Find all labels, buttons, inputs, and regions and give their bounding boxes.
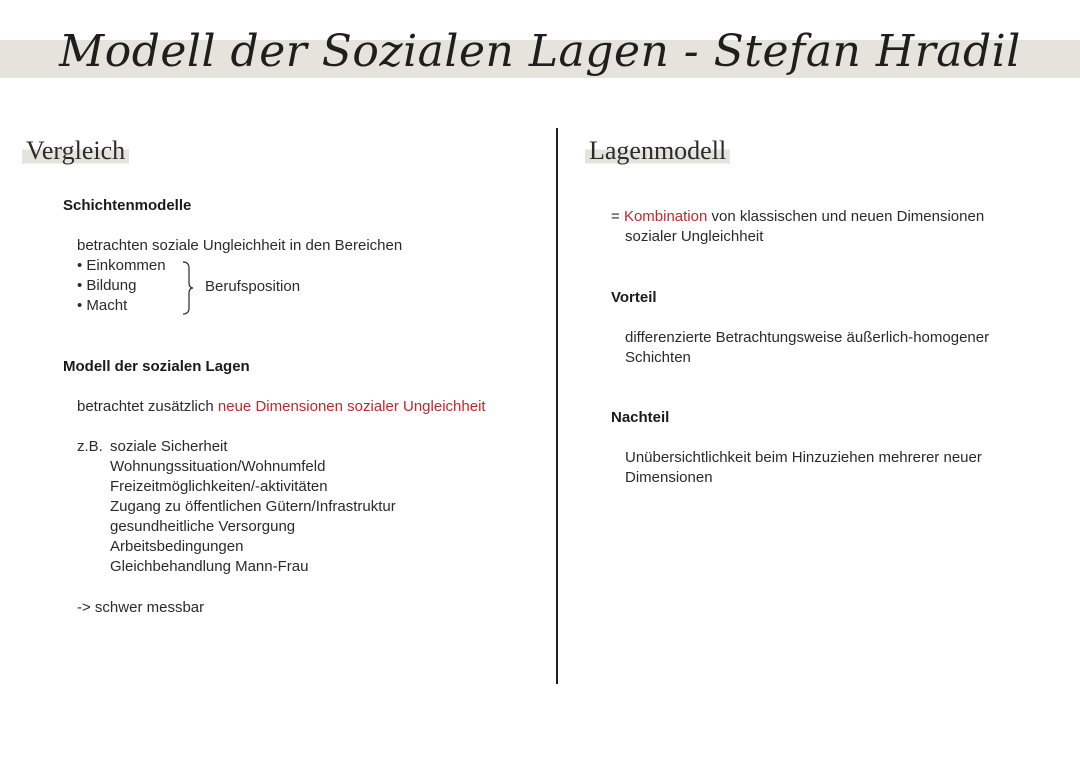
- example-item: Gleichbehandlung Mann-Frau: [110, 558, 309, 575]
- example-item: Freizeitmöglichkeiten/-aktivitäten: [110, 478, 328, 495]
- intro-highlight-text: neue Dimensionen sozialer Ungleichheit: [217, 398, 486, 415]
- example-item: soziale Sicherheit: [110, 438, 228, 455]
- definition-rest: von klassischen und neuen Dimensionen: [707, 208, 985, 225]
- schichtenmodelle-intro: betrachten soziale Ungleichheit in den Bereichen: [77, 237, 403, 254]
- definition-highlight: Kombination: [623, 208, 708, 225]
- modell-lagen-heading: Modell der sozialen Lagen: [63, 358, 250, 375]
- curly-brace-icon: [182, 261, 194, 315]
- definition-line-2: sozialer Ungleichheit: [625, 228, 764, 245]
- section-heading-lagenmodell: Lagenmodell: [585, 136, 730, 166]
- section-heading-vergleich: Vergleich: [22, 136, 129, 166]
- modell-lagen-intro: [77, 397, 486, 417]
- list-item-macht: • Macht: [77, 297, 128, 314]
- example-item: Wohnungssituation/Wohnumfeld: [110, 458, 326, 475]
- nachteil-text-line-2: Dimensionen: [625, 469, 713, 486]
- vorteil-text-line-1: differenzierte Betrachtungsweise äußerlich-homogener: [625, 329, 990, 346]
- intro-plain-text: betrachtet zusätzlich: [77, 398, 218, 415]
- definition-line-1: [611, 207, 984, 227]
- vorteil-text-line-2: Schichten: [625, 349, 691, 366]
- nachteil-text-line-1: Unübersichtlichkeit beim Hinzuziehen mehrerer neuer: [625, 449, 982, 466]
- definition-prefix: =: [611, 208, 624, 225]
- examples-prefix: z.B.: [77, 438, 103, 455]
- schichtenmodelle-heading: Schichtenmodelle: [63, 197, 192, 214]
- example-item: Zugang zu öffentlichen Gütern/Infrastruktur: [110, 498, 396, 515]
- vorteil-heading: Vorteil: [611, 289, 657, 306]
- nachteil-heading: Nachteil: [611, 409, 670, 426]
- conclusion-text: -> schwer messbar: [77, 599, 205, 616]
- example-item: Arbeitsbedingungen: [110, 538, 244, 555]
- example-item: gesundheitliche Versorgung: [110, 518, 296, 535]
- page-title: Modell der Sozialen Lagen - Stefan Hradil: [59, 26, 1021, 77]
- list-item-einkommen: • Einkommen: [77, 257, 166, 274]
- column-divider: [556, 128, 558, 684]
- berufsposition-label: Berufsposition: [205, 278, 301, 295]
- list-item-bildung: • Bildung: [77, 277, 137, 294]
